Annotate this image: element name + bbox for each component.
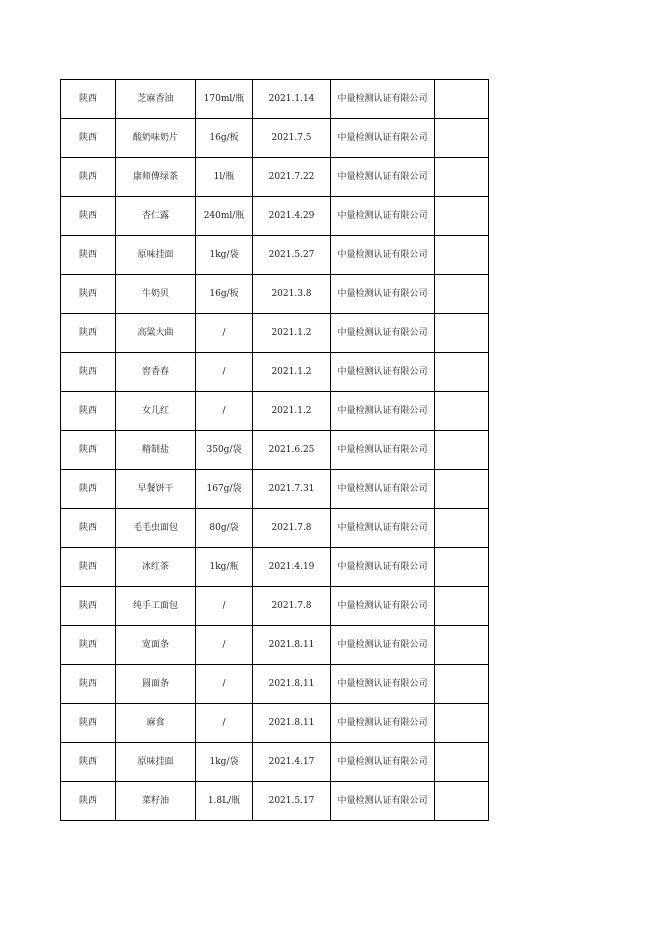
inspection-org-cell: 中量检测认证有限公司: [331, 782, 435, 821]
table-row: [61, 314, 489, 353]
product-name-cell: 麻食: [116, 704, 196, 743]
table-row: [61, 665, 489, 704]
spec-cell: 1.8L/瓶: [196, 782, 253, 821]
inspection-org-cell: 中量检测认证有限公司: [331, 392, 435, 431]
product-name-cell: 原味挂面: [116, 743, 196, 782]
spec-cell: 167g/袋: [196, 470, 253, 509]
province-cell: 陕西: [61, 392, 116, 431]
product-name-cell: 冰红茶: [116, 548, 196, 587]
table-row: [61, 704, 489, 743]
product-name-cell: 菜籽油: [116, 782, 196, 821]
table-row: [61, 782, 489, 821]
table-row: [61, 548, 489, 587]
inspection-table: [60, 79, 489, 821]
production-date-cell: 2021.7.5: [253, 119, 331, 158]
province-cell: 陕西: [61, 665, 116, 704]
production-date-cell: 2021.5.27: [253, 236, 331, 275]
production-date-cell: 2021.3.8: [253, 275, 331, 314]
province-cell: 陕西: [61, 80, 116, 119]
production-date-cell: 2021.1.2: [253, 353, 331, 392]
note-cell: [435, 626, 489, 665]
inspection-org-cell: 中量检测认证有限公司: [331, 197, 435, 236]
note-cell: [435, 236, 489, 275]
inspection-org-cell: 中量检测认证有限公司: [331, 275, 435, 314]
province-cell: 陕西: [61, 782, 116, 821]
note-cell: [435, 665, 489, 704]
note-cell: [435, 314, 489, 353]
table-row: [61, 80, 489, 119]
product-name-cell: 芝麻香油: [116, 80, 196, 119]
table-row: [61, 587, 489, 626]
province-cell: 陕西: [61, 236, 116, 275]
table-row: [61, 743, 489, 782]
note-cell: [435, 704, 489, 743]
production-date-cell: 2021.8.11: [253, 665, 331, 704]
province-cell: 陕西: [61, 314, 116, 353]
table-row: [61, 626, 489, 665]
table-row: [61, 275, 489, 314]
province-cell: 陕西: [61, 353, 116, 392]
table-row: [61, 197, 489, 236]
product-name-cell: 杏仁露: [116, 197, 196, 236]
province-cell: 陕西: [61, 158, 116, 197]
note-cell: [435, 353, 489, 392]
province-cell: 陕西: [61, 548, 116, 587]
production-date-cell: 2021.7.8: [253, 509, 331, 548]
spec-cell: /: [196, 353, 253, 392]
inspection-org-cell: 中量检测认证有限公司: [331, 314, 435, 353]
province-cell: 陕西: [61, 743, 116, 782]
production-date-cell: 2021.1.2: [253, 392, 331, 431]
note-cell: [435, 197, 489, 236]
inspection-org-cell: 中量检测认证有限公司: [331, 743, 435, 782]
table-row: [61, 392, 489, 431]
production-date-cell: 2021.7.22: [253, 158, 331, 197]
product-name-cell: 牛奶贝: [116, 275, 196, 314]
inspection-org-cell: 中量检测认证有限公司: [331, 587, 435, 626]
spec-cell: 1kg/袋: [196, 236, 253, 275]
product-name-cell: 精制盐: [116, 431, 196, 470]
production-date-cell: 2021.4.17: [253, 743, 331, 782]
product-name-cell: 圆面条: [116, 665, 196, 704]
table-body: [61, 80, 489, 821]
production-date-cell: 2021.7.8: [253, 587, 331, 626]
production-date-cell: 2021.5.17: [253, 782, 331, 821]
production-date-cell: 2021.6.25: [253, 431, 331, 470]
spec-cell: 240ml/瓶: [196, 197, 253, 236]
inspection-org-cell: 中量检测认证有限公司: [331, 665, 435, 704]
product-name-cell: 女儿红: [116, 392, 196, 431]
inspection-org-cell: 中量检测认证有限公司: [331, 626, 435, 665]
inspection-org-cell: 中量检测认证有限公司: [331, 548, 435, 587]
spec-cell: 170ml/瓶: [196, 80, 253, 119]
table-row: [61, 236, 489, 275]
inspection-org-cell: 中量检测认证有限公司: [331, 158, 435, 197]
product-name-cell: 酸奶味奶片: [116, 119, 196, 158]
province-cell: 陕西: [61, 587, 116, 626]
spec-cell: /: [196, 704, 253, 743]
note-cell: [435, 548, 489, 587]
production-date-cell: 2021.4.29: [253, 197, 331, 236]
table-row: [61, 158, 489, 197]
province-cell: 陕西: [61, 470, 116, 509]
spec-cell: /: [196, 314, 253, 353]
province-cell: 陕西: [61, 431, 116, 470]
province-cell: 陕西: [61, 704, 116, 743]
production-date-cell: 2021.7.31: [253, 470, 331, 509]
province-cell: 陕西: [61, 119, 116, 158]
inspection-org-cell: 中量检测认证有限公司: [331, 704, 435, 743]
note-cell: [435, 743, 489, 782]
spec-cell: 80g/袋: [196, 509, 253, 548]
table-row: [61, 119, 489, 158]
spec-cell: /: [196, 665, 253, 704]
table-row: [61, 509, 489, 548]
note-cell: [435, 275, 489, 314]
production-date-cell: 2021.1.2: [253, 314, 331, 353]
spec-cell: /: [196, 626, 253, 665]
inspection-org-cell: 中量检测认证有限公司: [331, 509, 435, 548]
production-date-cell: 2021.8.11: [253, 704, 331, 743]
province-cell: 陕西: [61, 509, 116, 548]
spec-cell: 350g/袋: [196, 431, 253, 470]
inspection-org-cell: 中量检测认证有限公司: [331, 236, 435, 275]
inspection-org-cell: 中量检测认证有限公司: [331, 119, 435, 158]
product-name-cell: 窖香春: [116, 353, 196, 392]
note-cell: [435, 782, 489, 821]
spec-cell: 16g/板: [196, 119, 253, 158]
product-name-cell: 宽面条: [116, 626, 196, 665]
production-date-cell: 2021.4.19: [253, 548, 331, 587]
note-cell: [435, 392, 489, 431]
inspection-org-cell: 中量检测认证有限公司: [331, 470, 435, 509]
product-name-cell: 康师傅绿茶: [116, 158, 196, 197]
province-cell: 陕西: [61, 626, 116, 665]
product-name-cell: 原味挂面: [116, 236, 196, 275]
province-cell: 陕西: [61, 197, 116, 236]
production-date-cell: 2021.1.14: [253, 80, 331, 119]
product-name-cell: 高粱大曲: [116, 314, 196, 353]
table-row: [61, 353, 489, 392]
note-cell: [435, 470, 489, 509]
spec-cell: 1kg/袋: [196, 743, 253, 782]
note-cell: [435, 587, 489, 626]
note-cell: [435, 431, 489, 470]
note-cell: [435, 158, 489, 197]
inspection-org-cell: 中量检测认证有限公司: [331, 431, 435, 470]
note-cell: [435, 80, 489, 119]
province-cell: 陕西: [61, 275, 116, 314]
product-name-cell: 纯手工面包: [116, 587, 196, 626]
spec-cell: /: [196, 587, 253, 626]
product-name-cell: 早餐饼干: [116, 470, 196, 509]
production-date-cell: 2021.8.11: [253, 626, 331, 665]
inspection-org-cell: 中量检测认证有限公司: [331, 80, 435, 119]
spec-cell: 16g/板: [196, 275, 253, 314]
inspection-org-cell: 中量检测认证有限公司: [331, 353, 435, 392]
table-row: [61, 470, 489, 509]
table-row: [61, 431, 489, 470]
product-name-cell: 毛毛虫面包: [116, 509, 196, 548]
spec-cell: /: [196, 392, 253, 431]
note-cell: [435, 119, 489, 158]
note-cell: [435, 509, 489, 548]
spec-cell: 1kg/瓶: [196, 548, 253, 587]
spec-cell: 1l/瓶: [196, 158, 253, 197]
